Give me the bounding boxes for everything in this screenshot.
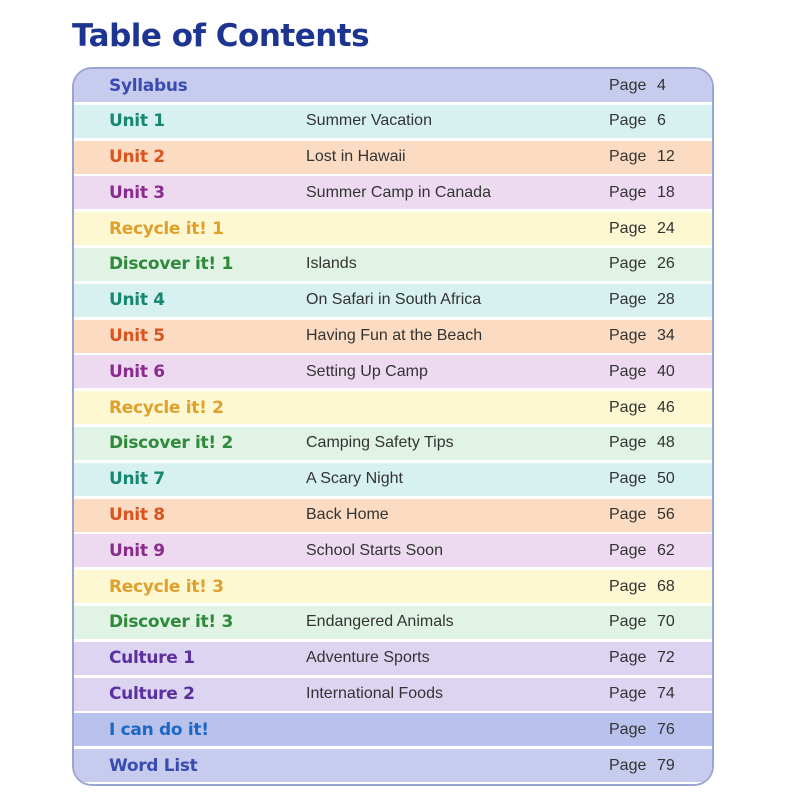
section-label: Recycle it! 3 [109, 576, 224, 597]
chapter-title: Endangered Animals [306, 613, 454, 631]
section-label: Syllabus [109, 75, 188, 96]
section-label: Discover it! 3 [109, 612, 233, 633]
page-word: Page [609, 506, 647, 524]
toc-row[interactable] [74, 391, 712, 424]
page-number: 46 [657, 398, 675, 416]
page-word: Page [609, 649, 647, 667]
page-number: 74 [657, 685, 675, 703]
page-word: Page [609, 183, 647, 201]
page-word: Page [609, 291, 647, 309]
page-word: Page [609, 255, 647, 273]
section-label: Unit 7 [109, 469, 165, 490]
page-number: 72 [657, 649, 675, 667]
chapter-title: School Starts Soon [306, 541, 443, 559]
page-word: Page [609, 112, 647, 130]
toc-row[interactable] [74, 141, 712, 174]
toc-row[interactable] [74, 678, 712, 711]
page-number: 18 [657, 183, 675, 201]
page-number: 76 [657, 720, 675, 738]
toc-row[interactable] [74, 749, 712, 782]
chapter-title: A Scary Night [306, 470, 403, 488]
chapter-title: Having Fun at the Beach [306, 327, 483, 345]
page-number: 40 [657, 362, 675, 380]
page-word: Page [609, 685, 647, 703]
toc-row[interactable] [74, 69, 712, 102]
page-word: Page [609, 613, 647, 631]
page-number: 6 [657, 112, 666, 130]
section-label: Discover it! 1 [109, 254, 233, 275]
toc-row[interactable] [74, 248, 712, 281]
page-word: Page [609, 219, 647, 237]
section-label: Recycle it! 1 [109, 218, 224, 239]
page-number: 24 [657, 219, 675, 237]
page-number: 34 [657, 327, 675, 345]
toc-row[interactable] [74, 212, 712, 245]
page-word: Page [609, 434, 647, 452]
page-number: 28 [657, 291, 675, 309]
page-number: 56 [657, 506, 675, 524]
toc-row[interactable] [74, 176, 712, 209]
chapter-title: Lost in Hawaii [306, 148, 406, 166]
page-word: Page [609, 756, 647, 774]
page-word: Page [609, 362, 647, 380]
toc-row[interactable] [74, 606, 712, 639]
page-number: 4 [657, 76, 666, 94]
section-label: Unit 8 [109, 505, 165, 526]
chapter-title: Islands [306, 255, 357, 273]
table-of-contents [72, 67, 714, 786]
chapter-title: Setting Up Camp [306, 362, 428, 380]
page-number: 26 [657, 255, 675, 273]
page-number: 12 [657, 148, 675, 166]
toc-row[interactable] [74, 105, 712, 138]
section-label: Unit 2 [109, 147, 165, 168]
page-number: 68 [657, 577, 675, 595]
page-number: 70 [657, 613, 675, 631]
page-number: 50 [657, 470, 675, 488]
chapter-title: International Foods [306, 685, 443, 703]
toc-row[interactable] [74, 355, 712, 388]
toc-row[interactable] [74, 284, 712, 317]
page-word: Page [609, 577, 647, 595]
page-word: Page [609, 720, 647, 738]
section-label: Unit 5 [109, 326, 165, 347]
section-label: Unit 6 [109, 361, 165, 382]
section-label: Recycle it! 2 [109, 397, 224, 418]
page-number: 79 [657, 756, 675, 774]
chapter-title: Summer Camp in Canada [306, 183, 491, 201]
chapter-title: Adventure Sports [306, 649, 430, 667]
chapter-title: Summer Vacation [306, 112, 432, 130]
page-word: Page [609, 148, 647, 166]
toc-row[interactable] [74, 499, 712, 532]
page-word: Page [609, 398, 647, 416]
section-label: I can do it! [109, 719, 209, 740]
section-label: Unit 9 [109, 540, 165, 561]
page-word: Page [609, 541, 647, 559]
page-number: 48 [657, 434, 675, 452]
chapter-title: On Safari in South Africa [306, 291, 482, 309]
section-label: Unit 1 [109, 111, 165, 132]
section-label: Culture 2 [109, 684, 195, 705]
section-label: Culture 1 [109, 648, 195, 669]
toc-row[interactable] [74, 320, 712, 353]
toc-row[interactable] [74, 463, 712, 496]
chapter-title: Back Home [306, 506, 389, 524]
page-word: Page [609, 76, 647, 94]
section-label: Unit 3 [109, 182, 165, 203]
section-label: Discover it! 2 [109, 433, 233, 454]
page-word: Page [609, 470, 647, 488]
page-word: Page [609, 327, 647, 345]
section-label: Unit 4 [109, 290, 165, 311]
toc-row[interactable] [74, 570, 712, 603]
page-title: Table of Contents [72, 18, 370, 54]
toc-row[interactable] [74, 534, 712, 567]
toc-row[interactable] [74, 642, 712, 675]
toc-row[interactable] [74, 713, 712, 746]
chapter-title: Camping Safety Tips [306, 434, 454, 452]
toc-row[interactable] [74, 427, 712, 460]
page-number: 62 [657, 541, 675, 559]
section-label: Word List [109, 755, 198, 776]
